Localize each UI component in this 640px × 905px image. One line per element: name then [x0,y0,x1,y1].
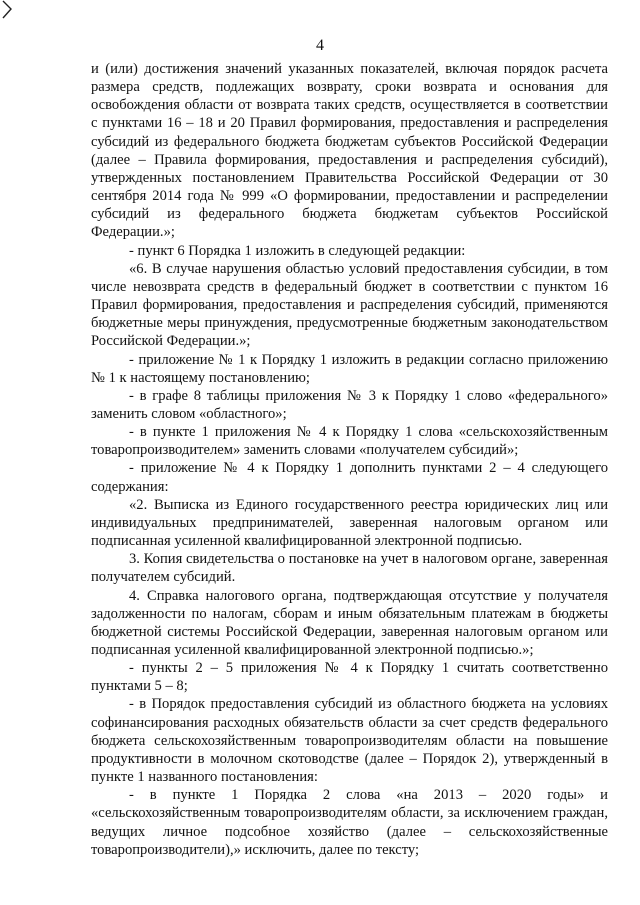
corner-bracket-mark [0,0,14,22]
paragraph-item-6-text: «6. В случае нарушения областью условий предоставления субсидии, в том числе невозврата средств в федеральный бюджет в соответствии с пунктом 16 Правил формирования, предоставления и распределения субсидий, применяются бюджетные меры принуждения, предусмотренные бюджетным законодательством Российской Федерации.»; [91,260,608,350]
paragraph-point-4: 4. Справка налогового органа, подтверждающая отсутствие у получателя задолженности по налогам, сборам и иным обязательным платежам в бюджеты бюджетной системы Российской Федерации, заверенная налоговым органом или подписанная усиленной квалифицированной электронной подписью.»; [91,587,608,658]
document-body [91,60,608,859]
paragraph-order-2-item-1: - в пункте 1 Порядка 2 слова «на 2013 – 2020 годы» и «сельскохозяйственным товаропроизводителям области, за исключением граждан, ведущих личное подсобное хозяйство (далее – сельскохозяйственные товаропроизводители),» исключить, далее по тексту; [91,787,608,858]
paragraph-point-2: «2. Выписка из Единого государственного реестра юридических лиц или индивидуальных предпринимателей, заверенная налоговым органом или подписанная усиленной квалифицированной электронной подписью. [91,496,608,550]
paragraph-appendix-4-add: - приложение № 4 к Порядку 1 дополнить пунктами 2 – 4 следующего содержания: [91,460,608,495]
paragraph-appendix-1: - приложение № 1 к Порядку 1 изложить в редакции согласно приложению № 1 к настоящему постановлению; [91,351,608,386]
paragraph-renumber: - пункты 2 – 5 приложения № 4 к Порядку 1 считать соответственно пунктами 5 – 8; [91,660,608,695]
paragraph-order-2: - в Порядок предоставления субсидий из областного бюджета на условиях софинансирования расходных обязательств области за счет средств федерального бюджета сельскохозяйственным товаропроизводителям области на повышение продуктивности в молочном скотоводстве (далее – Порядок 2), утвержденный в пункте 1 названного постановления: [91,696,608,786]
paragraph-continuation: и (или) достижения значений указанных показателей, включая порядок расчета размера средств, подлежащих возврату, сроки возврата и основания для освобождения области от возврата таких средств, осуществляется в соответствии с пунктами 16 – 18 и 20 Правил формирования, предоставления и распределения субсидий из федерального бюджета бюджетам субъектов Российской Федерации (далее – Правила формирования, предоставления и распределения субсидий), утвержденных постановлением Правительства Российской Федерации от 30 сентября 2014 года № 999 «О формировании, предоставлении и распределении субсидий из федерального бюджета бюджетам субъектов Российской Федерации.»; [91,61,608,241]
paragraph-point-3: 3. Копия свидетельства о постановке на учет в налоговом органе, заверенная получателем субсидий. [91,551,608,586]
page-number: 4 [316,37,324,54]
paragraph-appendix-3: - в графе 8 таблицы приложения № 3 к Порядку 1 слово «федерального» заменить словом «областного»; [91,387,608,422]
paragraph-appendix-4-item-1: - в пункте 1 приложения № 4 к Порядку 1 слова «сельскохозяйственным товаропроизводителем» заменить словами «получателем субсидий»; [91,424,608,459]
paragraph-item-6-intro: - пункт 6 Порядка 1 изложить в следующей редакции: [129,242,466,259]
